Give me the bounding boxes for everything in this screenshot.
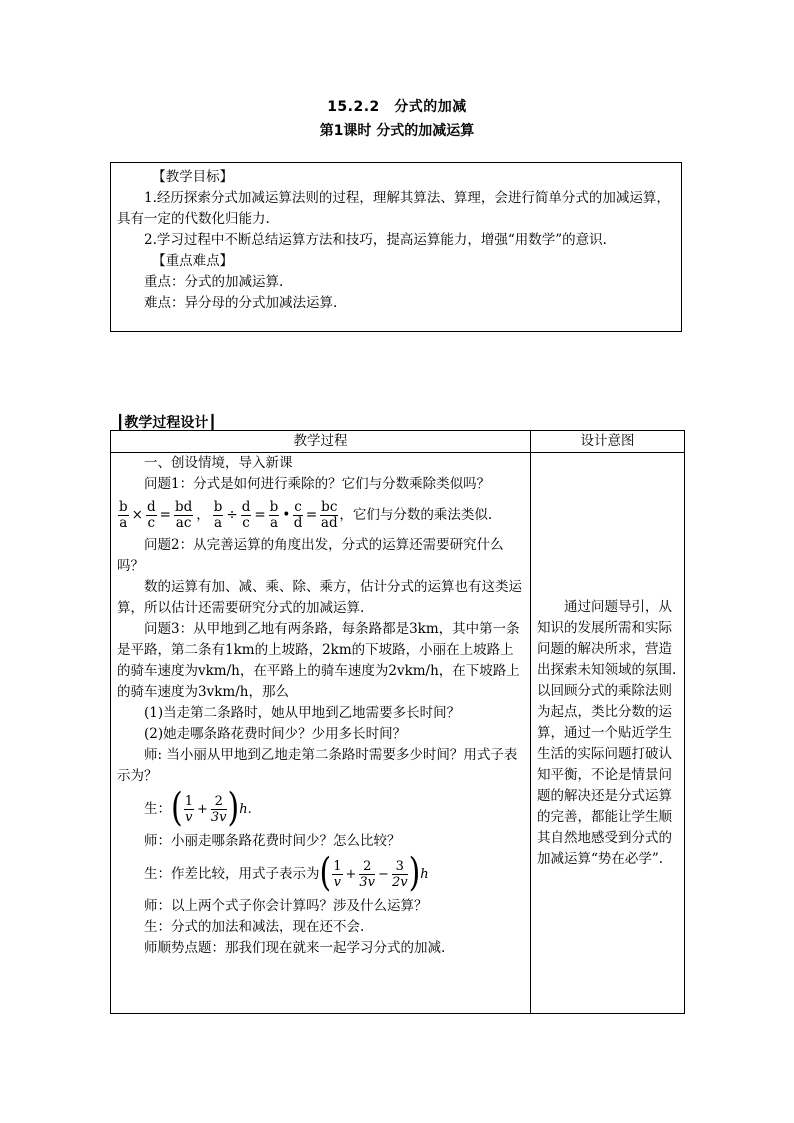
- fraction: $\frac{b}{a}$: [119, 498, 128, 531]
- fraction: $\frac{2}{3v}$: [210, 793, 227, 825]
- lesson-subtitle: 第1课时 分式的加减运算: [319, 123, 475, 139]
- process-table: [110, 430, 685, 1014]
- fraction: $\frac{bd}{ac}$: [174, 498, 193, 531]
- process-line-7: (1)当走第二条路时，她从甲地到乙地需要多长时间？: [144, 705, 461, 721]
- header-intent: 设计意图: [531, 431, 685, 453]
- equals-sign: =: [254, 506, 266, 523]
- fraction: $\frac{d}{c}$: [241, 498, 251, 531]
- table-header-row: [111, 431, 685, 453]
- plus-sign: +: [345, 866, 357, 882]
- fraction: $\frac{2}{3v}$: [359, 858, 376, 890]
- fraction: $\frac{1}{v}$: [184, 793, 193, 825]
- process-line-11: 师：小丽走哪条路花费时间少？怎么比较？: [144, 833, 401, 849]
- process-line-9: 师: 当小丽从甲地到乙地走第二条路时需要多少时间？用式子表示为？: [117, 747, 518, 784]
- process-line-14: 生：分式的加法和减法，现在还不会.: [144, 919, 365, 935]
- process-line-1: 一、创设情境，导入新课: [144, 455, 293, 471]
- fraction-remark: ，它们与分数的乘法类似.: [339, 506, 493, 523]
- minus-sign: −: [378, 866, 389, 882]
- expression-tail: h: [420, 866, 429, 882]
- process-line-5: 数的运算有加、减、乘、除、乘方，估计分式的运算也有这类运算，所以估计还需要研究分式的加减运算.: [117, 579, 522, 616]
- student-answer-label: 生：作差比较，用式子表示为: [144, 865, 320, 882]
- expression-1-row: [117, 787, 524, 831]
- intent-cell: [531, 453, 685, 1014]
- equals-sign: =: [159, 506, 171, 523]
- section-heading: ┃教学过程设计┃: [116, 415, 217, 431]
- expression-1: [171, 785, 252, 832]
- fraction: $\frac{d}{c}$: [146, 498, 156, 531]
- process-line-8: (2)她走哪条路花费时间少？少用多长时间？: [144, 726, 407, 742]
- key-heading: 【重点难点】: [152, 253, 234, 269]
- process-line-13: 师：以上两个式子你会计算吗？涉及什么运算？: [144, 898, 428, 914]
- intent-text: 通过问题导引，从知识的发展所需和实际问题的解决所求，营造出探索未知领域的氛围. 以回顾分式的乘除法则为起点，类比分数的运算，通过一个贴近学生生活的实际问题打破认知平衡，不论是情景问题的解决还是分式运算的完善，都能让学生顺其自然地感受到分式的加减运算“势在必学”.: [537, 598, 677, 867]
- process-line-15: 师顺势点题：那我们现在就来一起学习分式的加减.: [144, 940, 446, 956]
- goals-box: [110, 162, 682, 332]
- fraction: $\frac{c}{d}$: [293, 498, 303, 531]
- process-cell: [111, 453, 531, 1014]
- goal-2: 2.学习过程中不断总结运算方法和技巧，提高运算能力，增强“用数学”的意识.: [144, 232, 607, 248]
- goals-heading: 【教学目标】: [152, 169, 234, 185]
- left-paren: (: [171, 785, 183, 832]
- fraction: $\frac{1}{v}$: [333, 858, 342, 890]
- fraction: $\frac{3}{2v}$: [391, 858, 408, 890]
- expression-2-row: [117, 852, 524, 896]
- dot-sign: •: [282, 506, 291, 523]
- expression-tail: h.: [239, 801, 252, 817]
- lesson-title: 15.2.2 分式的加减: [327, 99, 467, 115]
- divide-sign: ÷: [226, 506, 238, 523]
- equals-sign: =: [305, 506, 318, 523]
- right-paren: ): [227, 785, 240, 832]
- process-line-2: 问题1：分式是如何进行乘除的？它们与分数乘除类似吗？: [144, 476, 491, 492]
- fraction: $\frac{b}{a}$: [213, 498, 223, 531]
- right-paren: ): [408, 850, 421, 897]
- process-line-6: 问题3：从甲地到乙地有两条路，每条路都是3km，其中第一条是平路，第二条有1km的上坡路，2km的下坡路，小丽在上坡路上的骑车速度为vkm/h，在平路上的骑车速度为2vkm/h，在下坡路上的骑车速度为3vkm/h，那么: [117, 621, 520, 700]
- left-paren: (: [319, 850, 332, 897]
- header-process: 教学过程: [111, 431, 531, 453]
- key-point: 重点：分式的加减运算.: [144, 274, 284, 290]
- student-label: 生：: [144, 800, 171, 817]
- expression-2: [319, 850, 429, 897]
- difficulty-point: 难点：异分母的分式加减法运算.: [144, 295, 338, 311]
- times-sign: ×: [131, 506, 143, 523]
- table-body-row: [111, 453, 685, 1014]
- fraction-equations: [117, 495, 524, 535]
- plus-sign: +: [197, 801, 208, 817]
- comma: ，: [196, 506, 210, 523]
- fraction: $\frac{b}{a}$: [269, 498, 279, 531]
- fraction: $\frac{bc}{ad}$: [320, 498, 338, 531]
- process-line-4: 问题2：从完善运算的角度出发，分式的运算还需要研究什么吗？: [117, 537, 504, 574]
- goal-1: 1.经历探索分式加减运算法则的过程，理解其算法、算理，会进行简单分式的加减运算，具有一定的代数化归能力.: [117, 190, 670, 227]
